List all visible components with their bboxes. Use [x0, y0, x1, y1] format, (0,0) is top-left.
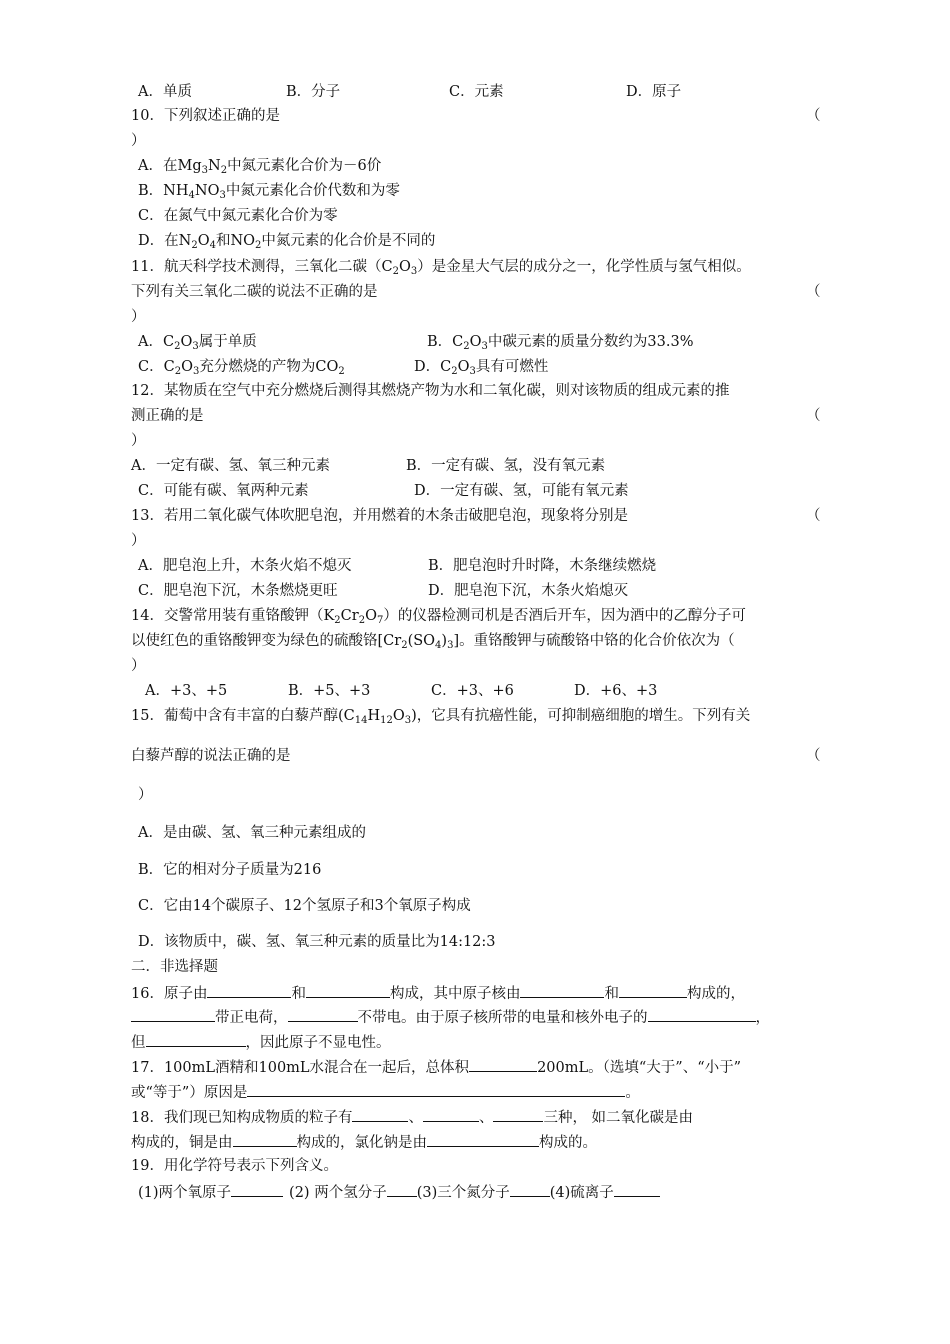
q13-option-a: A．肥皂泡上升，木条火焰不熄灭 — [138, 558, 352, 574]
q18-blank-5[interactable] — [427, 1131, 539, 1147]
q10-paren-open: （ — [806, 108, 821, 124]
q11-option-b: B．$C_2O_3$中碳元素的质量分数约为33.3% — [427, 334, 694, 352]
q11-option-a: A．$C_2O_3$属于单质 — [138, 334, 257, 352]
q15-option-c: C．它由14个碳原子、12个氢原子和3个氧原子构成 — [138, 898, 471, 914]
q16-line1: 16．原子由 和 构成，其中原子核由 和 构成的， — [131, 982, 745, 1004]
q14-option-d: D．+6、+3 — [574, 683, 658, 699]
q12-option-d: D．一定有碳、氢，可能有氧元素 — [414, 483, 629, 499]
q16-line2: 带正电荷， 不带电。由于原子核所带的电量和核外电子的 ， — [131, 1006, 770, 1028]
q15-option-a: A．是由碳、氢、氧三种元素组成的 — [138, 825, 366, 841]
q18-blank-1[interactable] — [352, 1106, 408, 1122]
q12-option-c: C．可能有碳、氧两种元素 — [138, 483, 309, 499]
q17-line1: 17．100mL酒精和100mL水混合在一起后，总体积 200mL。（选填“大于”、“小于” — [131, 1056, 741, 1078]
q14-option-c: C．+3、+6 — [431, 683, 514, 699]
q17-line2: 或“等于”）原因是 。 — [131, 1081, 640, 1103]
q10-option-a: A．在$Mg_3N_2$中氮元素化合价为－6价 — [138, 158, 382, 176]
q12-paren-open: （ — [806, 408, 821, 424]
q15-stem-line1: 15．葡萄中含有丰富的白藜芦醇$(C_{14}H_{12}O_3)$，它具有抗癌性能，可抑制癌细胞的增生。下列有关 — [131, 708, 751, 726]
q19-blank-1[interactable] — [231, 1181, 283, 1197]
q16-blank-8[interactable] — [146, 1031, 246, 1047]
q14-option-a: A．+3、+5 — [145, 683, 228, 699]
q16-line3: 但 ，因此原子不显电性。 — [131, 1031, 391, 1053]
q10-stem: 10．下列叙述正确的是 — [131, 108, 280, 124]
q14-stem-line1: 14．交警常用装有重铬酸钾$(K_2Cr_2O_7)$的仪器检测司机是否酒后开车，因为酒中的乙醇分子可 — [131, 608, 746, 626]
q12-stem-line2: 测正确的是 — [131, 408, 204, 424]
q13-paren-close: ） — [131, 533, 146, 549]
q15-paren-open: （ — [806, 748, 821, 764]
q10-option-d: D．在$N_2O_4$和$NO_2$中氮元素的化合价是不同的 — [138, 233, 436, 251]
q18-line1: 18．我们现已知构成物质的粒子有 、 、 三种， 如二氧化碳是由 — [131, 1106, 693, 1128]
q19-blank-2[interactable] — [387, 1181, 417, 1197]
q18-blank-4[interactable] — [233, 1131, 297, 1147]
q10-option-c: C．在氮气中氮元素化合价为零 — [138, 208, 338, 224]
q13-paren-open: （ — [806, 508, 821, 524]
q16-blank-5[interactable] — [131, 1006, 215, 1022]
q15-paren-close: ） — [138, 787, 153, 803]
q19-stem: 19．用化学符号表示下列含义。 — [131, 1158, 338, 1174]
q14-option-b: B．+5、+3 — [288, 683, 371, 699]
q12-option-b: B．一定有碳、氢，没有氧元素 — [406, 458, 606, 474]
q13-option-d: D．肥皂泡下沉，木条火焰熄灭 — [428, 583, 629, 599]
section-heading: 二．非选择题 — [131, 959, 218, 975]
q11-option-c: C．$C_2O_3$充分燃烧的产物为$CO_2$ — [138, 359, 345, 377]
q12-option-a: A．一定有碳、氢、氧三种元素 — [131, 458, 330, 474]
q13-option-b: B．肥皂泡时升时降，木条继续燃烧 — [428, 558, 657, 574]
q10-paren-close: ） — [131, 133, 146, 149]
q19-items: (1)两个氧原子 (2) 两个氢分子 (3)三个氮分子 (4)硫离子 — [138, 1181, 660, 1203]
q10-option-b: B．$NH_4NO_3$中氮元素化合价代数和为零 — [138, 183, 400, 201]
q18-blank-3[interactable] — [493, 1106, 543, 1122]
q9-option-c: C．元素 — [449, 84, 504, 100]
q11-paren-open: （ — [806, 284, 821, 300]
q16-blank-4[interactable] — [619, 982, 687, 998]
q9-option-a: A．单质 — [138, 84, 192, 100]
q12-paren-close: ） — [131, 433, 146, 449]
q18-line2: 构成的，铜是由 构成的，氯化钠是由 构成的。 — [131, 1131, 597, 1153]
q14-paren-close: ） — [131, 658, 146, 674]
q16-blank-6[interactable] — [288, 1006, 358, 1022]
q15-option-d: D．该物质中，碳、氢、氧三种元素的质量比为14:12:3 — [138, 934, 496, 950]
q11-paren-close: ） — [131, 309, 146, 325]
q15-stem-line2: 白藜芦醇的说法正确的是 — [131, 748, 291, 764]
q16-blank-2[interactable] — [306, 982, 390, 998]
q19-blank-4[interactable] — [614, 1181, 660, 1197]
q16-blank-3[interactable] — [520, 982, 604, 998]
q9-option-b: B．分子 — [286, 84, 341, 100]
q18-blank-2[interactable] — [423, 1106, 479, 1122]
q17-blank-1[interactable] — [469, 1056, 537, 1072]
q11-stem-line2: 下列有关三氧化二碳的说法不正确的是 — [131, 284, 378, 300]
q16-blank-1[interactable] — [207, 982, 291, 998]
q11-stem-line1: 11．航天科学技术测得，三氧化二碳$(C_2O_3)$是金星大气层的成分之一，化学性质与氢气相似。 — [131, 259, 751, 277]
q16-blank-7[interactable] — [648, 1006, 756, 1022]
q12-stem-line1: 12．某物质在空气中充分燃烧后测得其燃烧产物为水和二氧化碳，则对该物质的组成元素的推 — [131, 383, 730, 399]
q11-option-d: D．$C_2O_3$具有可燃性 — [414, 359, 549, 377]
q13-option-c: C．肥皂泡下沉，木条燃烧更旺 — [138, 583, 338, 599]
q9-option-d: D．原子 — [626, 84, 682, 100]
q13-stem: 13．若用二氧化碳气体吹肥皂泡，并用燃着的木条击破肥皂泡，现象将分别是 — [131, 508, 628, 524]
q17-blank-2[interactable] — [247, 1081, 625, 1097]
q15-option-b: B．它的相对分子质量为216 — [138, 862, 322, 878]
q19-blank-3[interactable] — [510, 1181, 550, 1197]
q14-stem-line2: 以使红色的重铬酸钾变为绿色的硫酸铬$[Cr_2(SO_4)_3]$。重铬酸钾与硫酸铬中铬的化合价依次为（ — [131, 633, 735, 651]
